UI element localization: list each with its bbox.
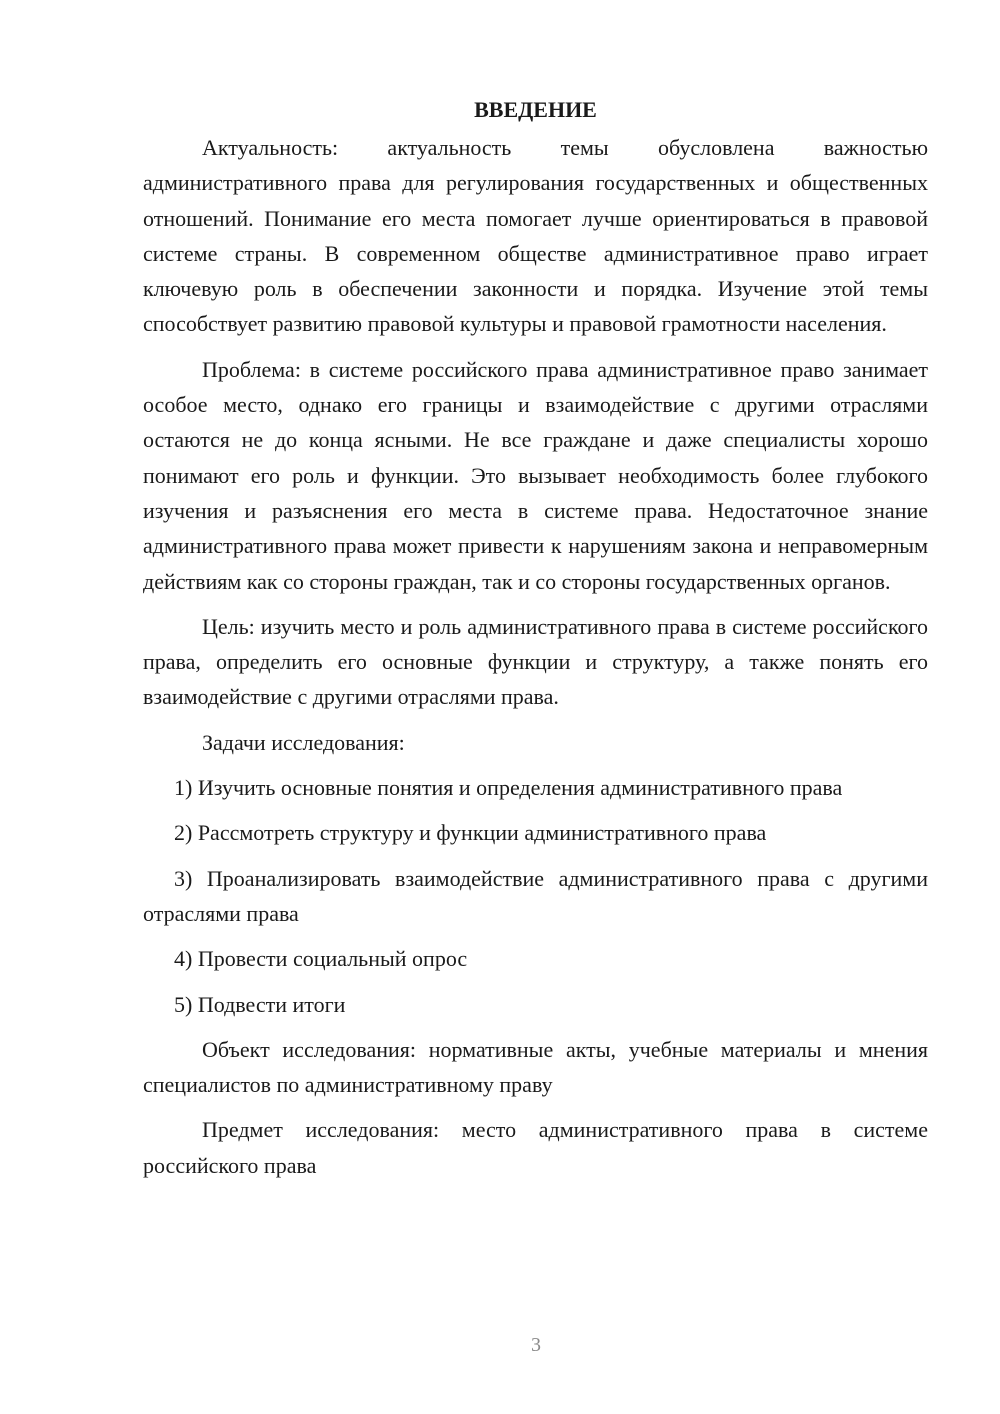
paragraph-subject: Предмет исследования: место административного права в системе российского права [143,1117,928,1178]
task-item-1: 1) Изучить основные понятия и определения административного права [174,775,843,801]
paragraph-object: Объект исследования: нормативные акты, учебные материалы и мнения специалистов по административному праву [143,1036,928,1098]
paragraph-tasks-heading: Задачи исследования: [202,729,405,755]
paragraph-goal: Цель: изучить место и роль административного права в системе российского права, определить его основные функции и структуру, а также понять его взаимодействие с другими отраслями права. [143,613,928,710]
section-title: ВВЕДЕНИЕ [474,97,597,122]
page-number: 3 [531,1334,541,1356]
task-item-4: 4) Провести социальный опрос [174,946,468,972]
task-item-2: 2) Рассмотреть структуру и функции административного права [174,820,767,846]
document-page [143,90,928,1193]
paragraph-problem: Проблема: в системе российского права административное право занимает особое место, однако его границы и взаимодействие с другими отраслями остаются не до конца ясными. Не все граждане и даже специалисты хорошо понимают его роль и функции. Это вызывает необходимость более глубокого изучения и разъяснения его места в системе права. Недостаточное знание административного права может привести к нарушениям закона и неправомерным действиям как со стороны граждан, так и со стороны государственных органов. [143,356,928,594]
paragraph-relevance: Актуальность: актуальность темы обусловлена важностью административного права для регулирования государственных и общественных отношений. Понимание его места помогает лучше ориентироваться в правовой системе страны. В современном обществе административное право играет ключевую роль в обеспечении законности и порядка. Изучение этой темы способствует развитию правовой культуры и правовой грамотности населения. [143,135,928,337]
task-item-3: 3) Проанализировать взаимодействие административного права с другими отраслями права [143,865,928,926]
task-item-5: 5) Подвести итоги [174,991,346,1017]
